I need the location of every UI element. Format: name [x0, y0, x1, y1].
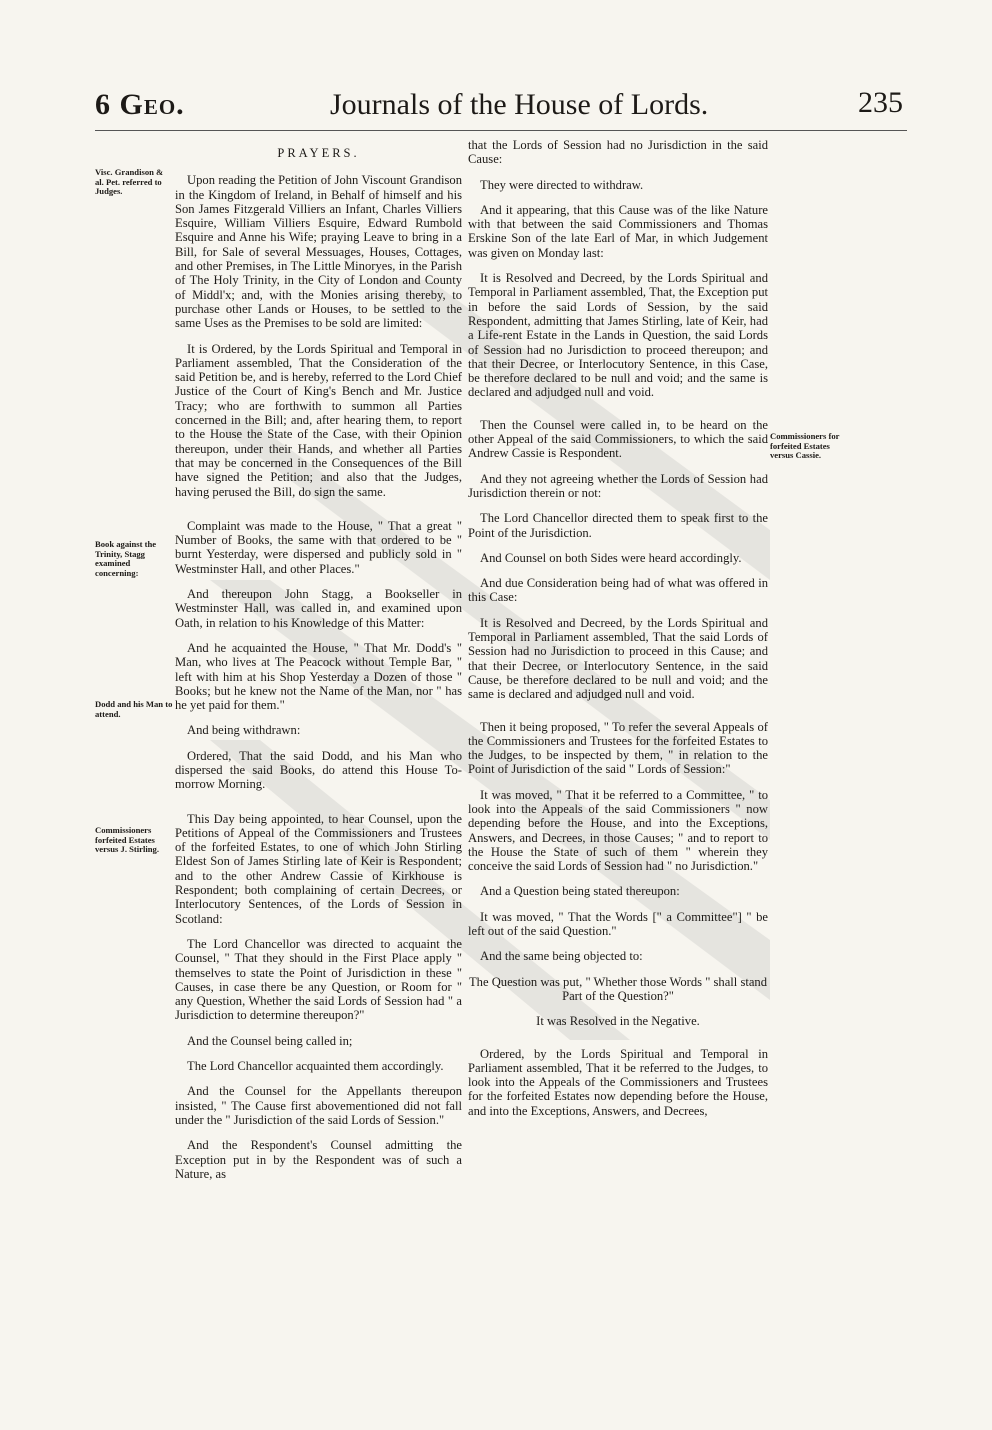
margin-note-dodd: Dodd and his Man to attend.: [95, 699, 173, 719]
paragraph: And the Counsel being called in;: [187, 1033, 353, 1048]
paragraph: This Day being appointed, to hear Counsel, upon the Petitions of Appeal of the Commissioners and Trustees of the forfeited Estates, to one of which John Stirling Eldest Son of James Stirling late of Keir is Respondent; and to the other Andrew Cassie of Kirkhouse is Respondent; both complaining of certain Decrees, or Interlocutory Sentences, of the Lords of Session in Scotland:: [175, 811, 462, 926]
left-column: [175, 138, 462, 1192]
paragraph: And due Consideration being had of what was offered in this Case:: [468, 576, 768, 605]
reign-header: 6 Geo.: [95, 88, 185, 121]
paragraph: The Lord Chancellor acquainted them accordingly.: [187, 1059, 444, 1074]
paragraph: It was Resolved in the Negative.: [536, 1014, 700, 1029]
journal-title: Journals of the House of Lords.: [330, 88, 709, 121]
paragraph: that the Lords of Session had no Jurisdiction in the said Cause:: [468, 138, 768, 167]
paragraph: The Question was put, " Whether those Words " shall stand Part of the Question?": [468, 974, 768, 1003]
margin-note-books: Book against the Trinity, Stagg examined concerning:: [95, 539, 157, 578]
page-number: 235: [858, 86, 903, 119]
paragraph: And they not agreeing whether the Lords of Session had Jurisdiction therein or not:: [468, 471, 768, 500]
paragraph: It is Resolved and Decreed, by the Lords Spiritual and Temporal in Parliament assembled, That the said Lords of Session had no Jurisdiction to proceed in this Cause; and that their Decree, or Interlocutory Sentence, in the said Cause, be therefore declared to be null and void; and the same is declared and adjudged null and void.: [468, 615, 768, 702]
section-heading: PRAYERS.: [277, 146, 360, 160]
paragraph: And it appearing, that this Cause was of the like Nature with that between the said Commissioners and Thomas Erskine Son of the late Earl of Mar, in which Judgement was given on Monday last:: [468, 202, 768, 260]
header-rule: [95, 130, 907, 131]
margin-note-stirling: Commissioners forfeited Estates versus J. Stirling.: [95, 825, 159, 855]
paragraph: And a Question being stated thereupon:: [480, 884, 680, 899]
paragraph: Upon reading the Petition of John Viscount Grandison in the Kingdom of Ireland, in Behalf of himself and his Son James Fitzgerald Villiers an Infant, Charles Villiers Esquire, William Villiers Esquire, Edward Rumbold Esquire and Anne his Wife; praying Leave to bring in a Bill, for Sale of several Messuages, Houses, Cottages, and other Premises, in The Little Minoryes, in the Parish of The Holy Trinity, in the City of London and County of Middl'x; and, with the Monies arising thereby, to purchase other Lands or Houses, to be settled to the same Uses as the Premises to be sold are limited:: [175, 173, 462, 331]
margin-note-grandison: Visc. Grandison & al. Pet. referred to Judges.: [95, 167, 164, 197]
margin-note-cassie: Commissioners for forfeited Estates versus Cassie.: [770, 431, 840, 461]
paragraph: It is Resolved and Decreed, by the Lords Spiritual and Temporal in Parliament assembled, That, the Exception put in before the said Lords of Session, by the said Respondent, admitting that James Stirling, late of Keir, had a Life-rent Estate in the Lands in Question, the said Lords of Session had no Jurisdiction to proceed thereupon; and that their Decree, or Interlocutory Sentence, in this Case, be therefore declared to be null and void; and the same is declared and adjudged null and void.: [468, 271, 768, 400]
paragraph: Complaint was made to the House, " That a great " Number of Books, the same with that ordered to be " burnt Yesterday, were dispersed and publicly sold in " Westminster Hall, and other Places.": [175, 518, 462, 576]
right-column: [468, 138, 768, 1129]
paragraph: And being withdrawn:: [187, 723, 301, 738]
paragraph: They were directed to withdraw.: [480, 177, 644, 192]
paragraph: It was moved, " That the Words [" a Committee"] " be left out of the said Question.": [468, 909, 768, 939]
paragraph: And he acquainted the House, " That Mr. Dodd's " Man, who lives at The Peacock without Temple Bar, " left with him at his Shop Yesterday a Dozen of those " Books; but he knew not the Name of the Man, nor " has he yet paid for them.": [175, 640, 462, 713]
paragraph: And the Counsel for the Appellants thereupon insisted, " The Cause first abovementioned did not fall under the " Jurisdiction of the said Lords of Session.": [175, 1084, 462, 1127]
paragraph: And the Respondent's Counsel admitting the Exception put in by the Respondent was of such a Nature, as: [175, 1138, 462, 1181]
paragraph: The Lord Chancellor was directed to acquaint the Counsel, " That they should in the First Place apply " themselves to state the Point of Jurisdiction in these " Causes, in case there be any Question, or Room for " any Question, Whether the said Lords of Session had " a Jurisdiction to determine thereupon?": [175, 936, 462, 1023]
paragraph: And Counsel on both Sides were heard accordingly.: [480, 550, 742, 565]
paragraph: Then it being proposed, " To refer the several Appeals of the Commissioners and Trustees for the forfeited Estates to the Judges, to be inspected by them, " in relation to the Point of Jurisdiction of the said " Lords of Session:": [468, 719, 768, 777]
paragraph: Ordered, That the said Dodd, and his Man who dispersed the said Books, do attend this House To-morrow Morning.: [175, 748, 462, 792]
paragraph: It is Ordered, by the Lords Spiritual and Temporal in Parliament assembled, That the Consideration of the said Petition be, and is hereby, referred to the Lord Chief Justice of the Court of King's Bench and Mr. Justice Tracy; who are forthwith to summon all Parties concerned in the Bill; and, after hearing them, to report to the House the State of the Case, with their Opinion thereupon, under their Hands, and whether all Parties that may be concerned in the Consequences of the Bill have signed the Petition; and also that the Judges, having perused the Bill, do sign the same.: [175, 341, 462, 499]
paragraph: It was moved, " That it be referred to a Committee, " to look into the Appeals of the said Commissioners " now depending before the House, and into the Exceptions, Answers, and Decrees, in those Causes; " and to report to the House the State of such of them " wherein they conceive the said Lords of Session had " no Jurisdiction.": [468, 787, 768, 874]
paragraph: Ordered, by the Lords Spiritual and Temporal in Parliament assembled, That it be referred to the Judges, to look into the Appeals of the Commissioners and Trustees for the forfeited Estates now depending before the House, and into the Exceptions, Answers, and Decrees,: [468, 1046, 768, 1118]
paragraph: And thereupon John Stagg, a Bookseller in Westminster Hall, was called in, and examined upon Oath, in relation to his Knowledge of this Matter:: [175, 587, 462, 630]
paragraph: And the same being objected to:: [480, 949, 643, 964]
paragraph: The Lord Chancellor directed them to speak first to the Point of the Jurisdiction.: [468, 511, 768, 540]
paragraph: Then the Counsel were called in, to be heard on the other Appeal of the said Commissioners, to which the said Andrew Cassie is Respondent.: [468, 417, 768, 461]
